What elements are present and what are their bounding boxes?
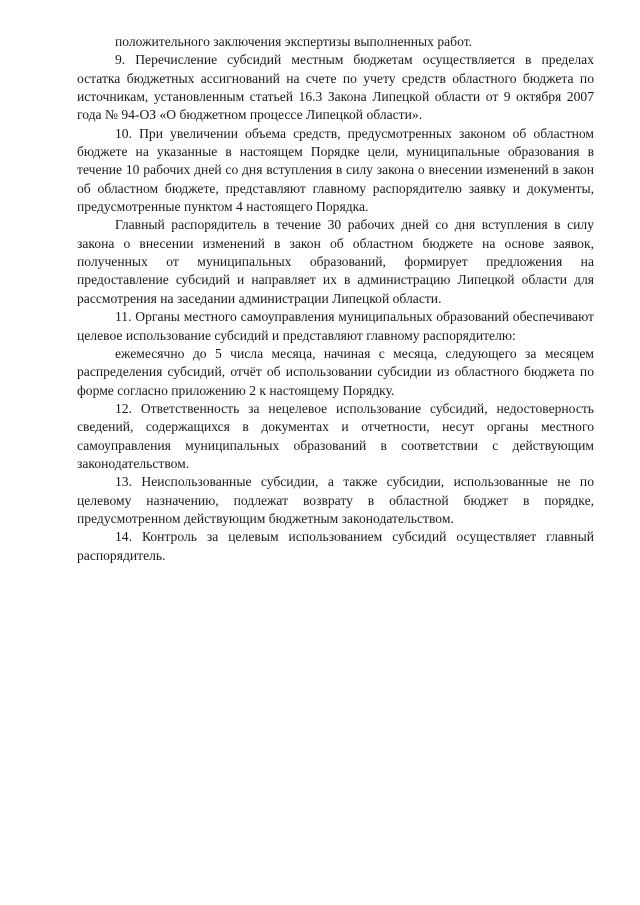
paragraph-12: 12. Ответственность за нецелевое использование субсидий, недостоверность сведений, содержащихся в документах и отчетности, несут органы местного самоуправления муниципальных образований в соответствии с действующим законодательством.	[77, 400, 594, 471]
paragraph-9: 9. Перечисление субсидий местным бюджетам осуществляется в пределах остатка бюджетных ассигнований на счете по учету средств областного бюджета по источникам, установленным статьей 16.3 Закона Липецкой области от 9 октября 2007 года № 94-ОЗ «О бюджетном процессе Липецкой области».	[77, 52, 594, 123]
paragraph-14: 14. Контроль за целевым использованием субсидий осуществляет главный распорядитель.	[77, 529, 594, 563]
paragraph-10: 10. При увеличении объема средств, предусмотренных законом об областном бюджете на указанные в настоящем Порядке цели, муниципальные образования в течение 10 рабочих дней со дня вступления в силу закона о внесении изменений в закон об областном бюджете, представляют главному распорядителю заявку и документы, предусмотренные пунктом 4 настоящего Порядка.	[77, 125, 594, 215]
paragraph-monthly-report: ежемесячно до 5 числа месяца, начиная с месяца, следующего за месяцем распределения субсидий, отчёт об использовании субсидии из областного бюджета по форме согласно приложению 2 к настоящему Порядку.	[77, 345, 594, 398]
paragraph-11: 11. Органы местного самоуправления муниципальных образований обеспечивают целевое использование субсидий и представляют главному распорядителю:	[77, 309, 594, 343]
paragraph-chief-administrator: Главный распорядитель в течение 30 рабочих дней со дня вступления в силу закона о внесении изменений в закон об областном бюджете на основе заявок, полученных от муниципальных образований, формирует предложения на предоставление субсидий и направляет их в администрацию Липецкой области для рассмотрения на заседании администрации Липецкой области.	[77, 217, 594, 306]
paragraph-13: 13. Неиспользованные субсидии, а также субсидии, использованные не по целевому назначению, подлежат возврату в областной бюджет в порядке, предусмотренном действующим бюджетным законодательством.	[77, 474, 594, 526]
document-body	[77, 33, 594, 565]
paragraph-continuation: положительного заключения экспертизы выполненных работ.	[115, 34, 473, 49]
